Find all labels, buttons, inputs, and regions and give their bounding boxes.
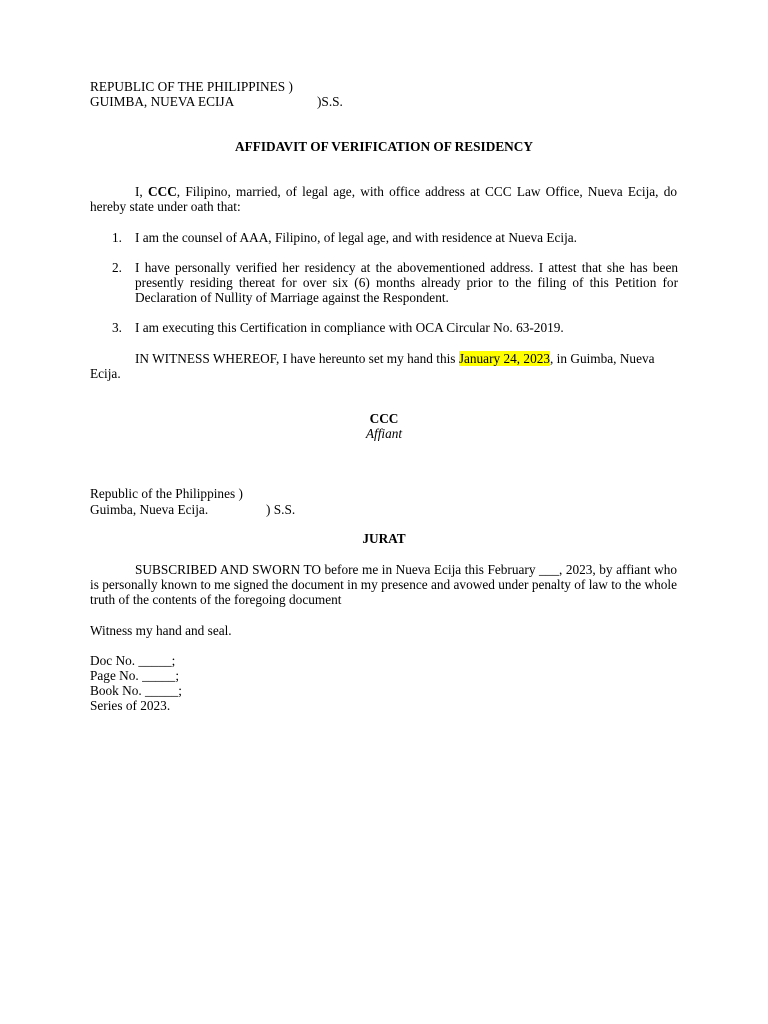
venue-top-line2-ss: )S.S. <box>317 94 343 109</box>
witness-post: , in Guimba, Nueva Ecija. <box>90 351 655 381</box>
list-item <box>112 320 678 335</box>
list-item-text: I am the counsel of AAA, Filipino, of legal age, and with residence at Nueva Ecija. <box>135 230 577 245</box>
list-item-number: 3. <box>112 320 122 335</box>
venue-bottom-line2-place: Guimba, Nueva Ecija. <box>90 502 209 517</box>
witness-seal-line: Witness my hand and seal. <box>90 623 232 638</box>
venue-bottom-line2-ss: ) S.S. <box>266 502 296 517</box>
series-line: Series of 2023. <box>90 698 171 713</box>
list-item-text: I am executing this Certification in compliance with OCA Circular No. 63-2019. <box>135 320 564 335</box>
jurat-title: JURAT <box>362 531 406 546</box>
signature-name-text: CCC <box>369 411 399 426</box>
witness-pre: IN WITNESS WHEREOF, I have hereunto set my hand this <box>135 351 459 366</box>
list-item <box>112 260 678 305</box>
intro-pre: I, <box>135 184 148 199</box>
intro-post: , Filipino, married, of legal age, with office address at CCC Law Office, Nueva Ecija, do hereby state under oath that: <box>90 184 678 214</box>
list-item-text: I have personally verified her residency at the abovementioned address. I attest that she has been presently residing thereat for over six (6) months already prior to the filing of this Petition for Declaration of Nullity of Marriage against the Respondent. <box>135 260 678 305</box>
venue-top-line2-place: GUIMBA, NUEVA ECIJA <box>90 94 235 109</box>
venue-bottom-line1: Republic of the Philippines ) <box>90 486 243 501</box>
list-item-number: 2. <box>112 260 122 275</box>
venue-top-line1: REPUBLIC OF THE PHILIPPINES ) <box>90 79 293 94</box>
list-item-number: 1. <box>112 230 122 245</box>
signature-name <box>0 411 768 426</box>
affiant-name-inline: CCC <box>147 184 177 199</box>
witness-paragraph <box>90 351 677 381</box>
page-no-line: Page No. _____; <box>90 668 180 683</box>
signature-role-text: Affiant <box>365 426 403 441</box>
doc-no-line: Doc No. _____; <box>90 653 176 668</box>
highlighted-date: January 24, 2023 <box>458 351 551 366</box>
intro-paragraph <box>90 184 677 214</box>
signature-role <box>0 426 768 441</box>
document-title: AFFIDAVIT OF VERIFICATION OF RESIDENCY <box>235 139 533 154</box>
book-no-line: Book No. _____; <box>90 683 182 698</box>
jurat-paragraph: SUBSCRIBED AND SWORN TO before me in Nueva Ecija this February ___, 2023, by affiant who is personally known to me signed the document in my presence and avowed under penalty of law to the whole truth of the contents of the foregoing document <box>90 562 677 607</box>
list-item <box>112 230 678 245</box>
